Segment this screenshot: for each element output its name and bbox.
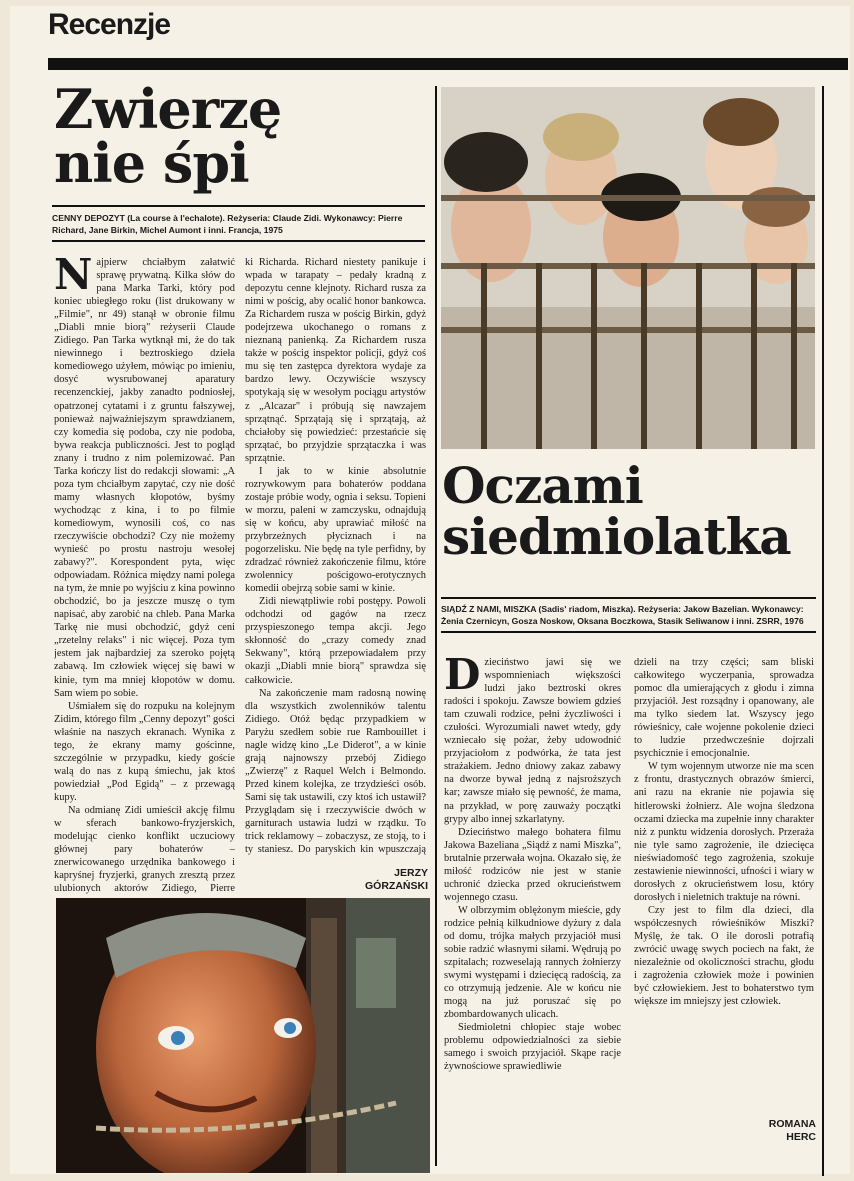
review2-dropcap: D <box>444 656 481 699</box>
review2-paragraph: Siedmioletni chłopiec staje wobec problemu odpowiedzialności za siebie samego i swoich przyjaciół. Skąpe racje żywnościowe sprawiedliwie <box>444 1022 621 1073</box>
review2-column-2 <box>634 656 814 1096</box>
right-margin-rule <box>822 86 824 1176</box>
film-still-boys-photo <box>441 87 815 449</box>
review1-column-1 <box>54 256 235 894</box>
review2-author <box>700 1118 816 1144</box>
review2-paragraph: W olbrzymim oblężonym mieście, gdy rodzice pełnią kilkudniowe dyżury z dala od domu, trójka małych przyjaciół musi sobie radzić własnymi siłami. Wędrują po szpitalach; rozweselają rannych żołnierzy swymi występami i dziecięcą radością, za co otrzymują jedzenie. Ale w końcu nie mogą na już poruszać się po zbombardowanych ulicach. <box>444 904 621 1021</box>
review1-title <box>54 77 282 195</box>
film-still-man-photo <box>56 898 430 1173</box>
author-lastname: HERC <box>786 1131 816 1143</box>
film-still-man-image <box>56 898 430 1173</box>
top-rule <box>48 58 848 70</box>
review1-author <box>300 867 428 893</box>
column-divider <box>435 86 437 1166</box>
review2-paragraph: dzieli na trzy części; sam bliski całkowitego wyczerpania, sprowadza pomoc dla umierających z głodu i zimna przyjaciół. Jest rozsądny i opanowany, ale ma tylko siedem lat. Wszyscy jego rówieśnicy, całe wojenne pokolenie dzieci to ludzie przedwcześnie dojrzali psychicznie i emocjonalnie. <box>634 657 814 760</box>
review1-title-line2: nie śpi <box>54 131 249 195</box>
credits-rule-top <box>52 205 425 207</box>
credits-rule-top <box>441 597 816 599</box>
section-heading: Recenzje <box>48 8 171 41</box>
review2-title <box>442 456 791 566</box>
author-lastname: GÓRZAŃSKI <box>365 880 428 892</box>
review2-title-line1: Oczami <box>442 456 643 515</box>
review1-paragraph: Najpierw chciałbym załatwić sprawę prywatną. Kilka słów do pana Marka Tarki, który pod koniec ubiegłego roku (list drukowany w „Filmie", nr 49) stanął w obronie filmu „Diabli mnie biorą" reżyserii Claude Zidiego. Pan Tarka wytknął mi, że do tak niewinnego i beztroskiego dzieła komediowego użyłem, mówiąc po imieniu, dosyć wysrubowanej aparatury recenzenckiej, jakby zanadto podniosłej, opatrzonej cytatami i z gruntu fałszywej, ponieważ najważniejszym sprawdzianem, czy komedia się podoba, czy nie podoba, bywa reakcja publiczności. Jest to pogląd znany i trudno z nim polemizować. Pan Tarka kończy list do redakcji słowami: „A poza tym chciałbym zapytać, czy nie dość mamy własnych kłopotów, byśmy wychodząc z kina, i to po filmie komediowym, wynosili coś, co nas rzeczywiście obchodzi? Czy nie możemy wynieść po prostu nastroju wesołej zabawy?". Korespondent pyta, więc odpowiadam. Różnica między nami polega na tym, że mnie po wyjściu z kina powinno obchodzić, bo ja jeszcze muszę o tym napisać, aby zarobić na chleb. Pana Marka Tarkę nie musi obchodzić, gdyż ceni „rzetelny relaks" i nic więcej. Poza tym jestem jak najbardziej za szeroko pojętą zabawą. Im człowiek więcej się bawi w kinie, tym ma mniej kłopotów w domu. Sam wiem po sobie. <box>54 256 235 699</box>
review1-paragraph: Zidi niewątpliwie robi postępy. Powoli odchodzi od gagów na rzecz przyspieszonego tempa akcji. Jego skłonność do „crazy comedy znad Sekwany", którą przepowiadałem przy okazji „Diabli mnie biorą" sprawdza się całkowicie. <box>245 596 426 686</box>
review1-paragraph: I jak to w kinie absolutnie rozrywkowym para bohaterów poddana zostaje próbie wody, ognia i seksu. Topieni w morzu, paleni w zamczysku, odnajdują się w końcu, aby uprawiać miłość na przybrzeżnych płyciznach i na pogorzelisku. Nie będę na tyle perfidny, by zdradzać również zakończenie filmu, które zwolennicy pościgowo-erotycznych komedii obejrzą sobie sami w kinie. <box>245 465 426 595</box>
review2-credits: SIĄDŹ Z NAMI, MISZKA (Sadis' riadom, Miszka). Reżyseria: Jakow Bazelian. Wykonawcy: Żenia Czernicyn, Gosza Noskow, Oksana Boczkowa, Stasik Seliwanow i inni. ZSRR, 1976 <box>441 604 804 626</box>
review2-paragraph: Dzieciństwo małego bohatera filmu Jakowa Bazeliana „Siądź z nami Miszka", brutalnie przerwała wojna. Okazało się, że miłość rodziców nie jest w stanie uchronić dziecka przed okrucieństwem wojennego czasu. <box>444 826 621 903</box>
review1-paragraph: Na zakończenie mam radosną nowinę dla wszystkich zwolenników talentu Zidiego. Otóż będąc przypadkiem w Paryżu szedłem sobie rue Rambouillet i nagle widzę kino „Le Diderot", a w kinie grają najnowszy przebój Zidiego „Zwierzę" z Raquel Welch i Belmondo. Przed kinem kolejka, ze trzydzieści osób. Sami się tak ustawili, czy ktoś ich ustawił? Przyglądam się i rzeczywiście dwóch w garniturach ustawia ludzi w rządku. To trick reklamowy – zobaczysz, ze stoją, to i ty staniesz. Do paryskich kin wpuszczają <box>245 687 426 856</box>
review2-paragraph: Dzieciństwo jawi się we wspomnieniach większości ludzi jako beztroski okres radości i spokoju. Zawsze bowiem gdzieś tam czuwali rodzice, pełni życzliwości i czułości. Wyrozumiali nawet wtedy, gdy wzniecało się pożar, żeby udowodnić przyjaciołom z podwórka, że tata jest strażakiem. Jedno dniowy zakaz zabawy na dworze bywał jedną z najsroższych kar; zawsze miało się pewność, że mama, na przykład, w porę zauważy początki grypy albo innej szkarlatyny. <box>444 656 621 825</box>
film-still-boys-image <box>441 87 815 449</box>
review1-paragraph: Na odmianę Zidi umieścił akcję filmu w sferach bankowo-fryzjerskich, modelując cienko konflikt uczuciowy głównej pary bohaterów – znerwicowanego urzędnika bankowego i kapryśnej fryzjerki, granych zresztą przez ulubionych aktorów Zidiego, Pierre <box>54 804 235 894</box>
review1-column-2 <box>245 256 426 856</box>
review1-credits: CENNY DEPOZYT (La course à l'echalote). Reżyseria: Claude Zidi. Wykonawcy: Pierre Richard, Jane Birkin, Michel Aumont i inni. Francja, 1975 <box>52 213 403 235</box>
review2-paragraph: W tym wojennym utworze nie ma scen z frontu, drastycznych obrazów śmierci, ani razu na ekranie nie pojawia się hitlerowski żołnierz. Ale wojna śledzona oczami dziecka ma zupełnie inny charakter niż z punktu widzenia dorosłych. Przeraża nie tyle samo zagrożenie, ile dziecięca nieświadomość tego zagrożenia, szokuje zestawienie niewinności, ufności i wiary w dorosłych z okrucieństwem losu, który dorosłych i nieletnich traktuje na równi. <box>634 761 814 903</box>
review1-dropcap: N <box>54 256 93 299</box>
author-firstname: ROMANA <box>768 1118 816 1130</box>
review1-paragraph: Uśmiałem się do rozpuku na kolejnym Zidim, którego film „Cenny depozyt" gości właśnie na naszych ekranach. Wynika z tego, że ekrany mamy gościnne, szczególnie w przypadku, kiedy goście walą do nas z kupą śmiechu, jak ktoś powiedział „Pod Egidą" – z przewagą kupy. <box>54 700 235 803</box>
review2-column-1 <box>444 656 621 1160</box>
review2-title-line2: siedmiolatka <box>442 507 791 566</box>
credits-rule-bottom <box>441 631 816 633</box>
credits-rule-bottom <box>52 240 425 242</box>
review1-paragraph: ki Richarda. Richard niestety panikuje i wpada w tarapaty – pedały kradną z depozytu cenne klejnoty. Richard rusza za nimi w pościg, aby ocalić honor bankowca. Za Richardem rusza w pościg Birkin, gdyż podejrzewa ukochanego o romans z nieznaną panienką. Za Richardem rusza także w pościg inspektor policji, gdyż coś mu się ten zastępca dyrektora wydaje za bardzo lewy. Oczywiście wszyscy spotykają się w wesołym pociągu artystów z „Alcazar" i próbują się nawzajem sprzątnąć. Sprzątają się i sprzątają, aż chciałoby się powiedzieć: przestańcie się sprzątać, bo przyjdzie sprzątaczka i was sprzątnie. <box>245 257 426 464</box>
review1-title-line1: Zwierzę <box>54 77 282 141</box>
author-firstname: JERZY <box>394 867 428 879</box>
review2-paragraph: Czy jest to film dla dzieci, dla współczesnych rówieśników Miszki? Myślę, że tak. O ile dorosli potrafią zwrócić uwagę swych pociech na fakt, że niezależnie od okoliczności strachu, głodu i zagrożenia człowiek może i powinien być człowiekiem. Jest to bohaterstwo tym większe im mniejszy jest człowiek. <box>634 904 814 1008</box>
